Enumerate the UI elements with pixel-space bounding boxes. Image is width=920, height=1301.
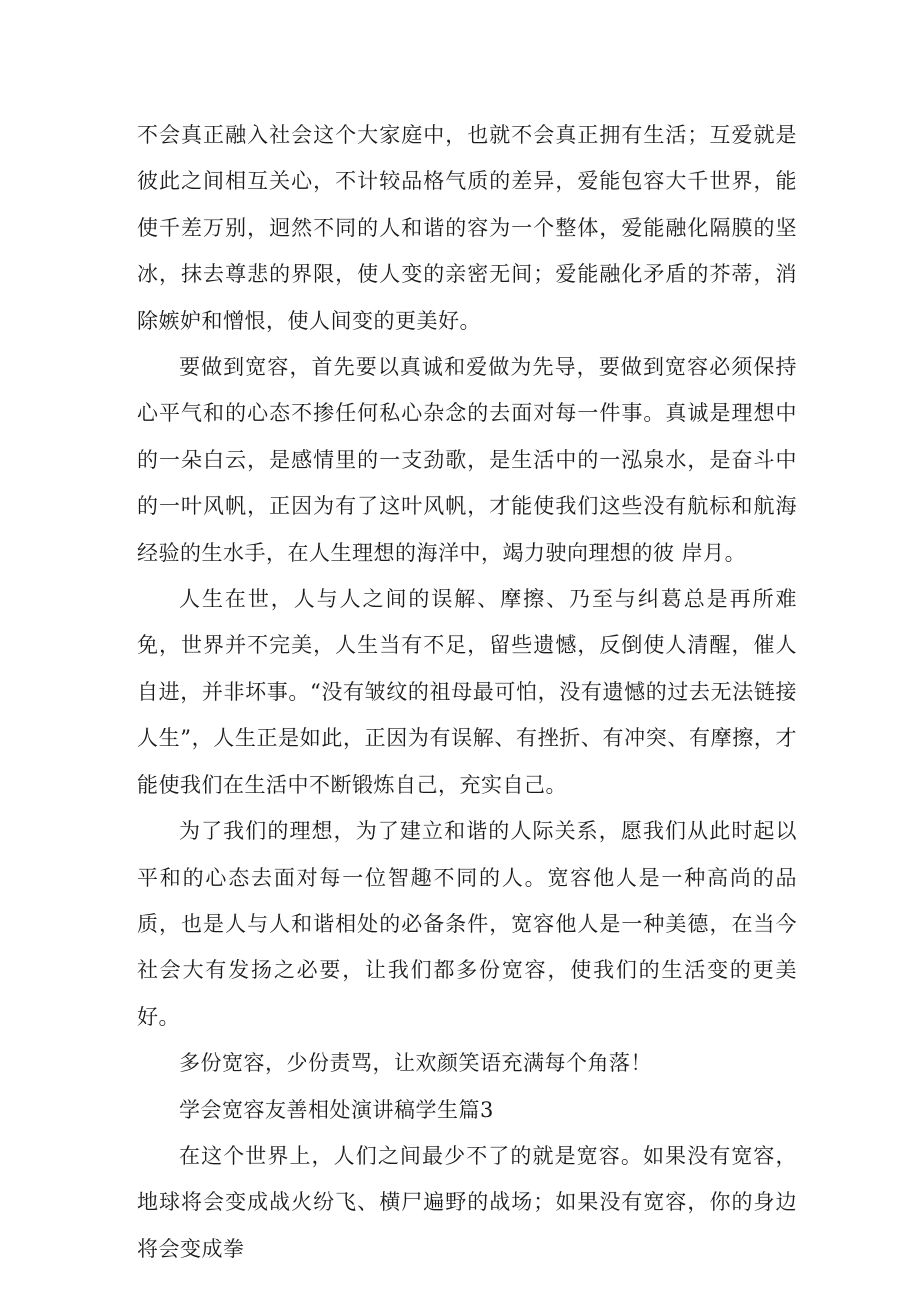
paragraph-2: 要做到宽容，首先要以真诚和爱做为先导，要做到宽容必须保持心平气和的心态不掺任何私心杂念的去面对每一件事。真诚是理想中的一朵白云，是感情里的一支劲歌，是生活中的一泓泉水，是奋斗中的一叶风帆，正因为有了这叶风帆，才能使我们这些没有航标和航海经验的生水手，在人生理想的海洋中，竭力驶向理想的彼 岸月。	[137, 355, 797, 565]
section-heading: 学会宽容友善相处演讲稿学生篇3	[179, 1097, 494, 1122]
paragraph-4: 为了我们的理想，为了建立和谐的人际关系，愿我们从此时起以平和的心态去面对每一位智趣不同的人。宽容他人是一种高尚的品质，也是人与人和谐相处的必备条件，宽容他人是一种美德，在当今社会大有发扬之必要，让我们都多份宽容，使我们的生活变的更美好。	[137, 819, 797, 1029]
paragraph-1: 不会真正融入社会这个大家庭中，也就不会真正拥有生活；互爱就是彼此之间相互关心，不计较品格气质的差异，爱能包容大千世界，能使千差万别，迥然不同的人和谐的容为一个整体，爱能融化隔膜的坚冰，抹去尊悲的界限，使人变的亲密无间；爱能融化矛盾的芥蒂，消除嫉妒和憎恨，使人间变的更美好。	[137, 123, 797, 333]
paragraph-6: 在这个世界上，人们之间最少不了的就是宽容。如果没有宽容，地球将会变成战火纷飞、横尸遍野的战场；如果没有宽容，你的身边将会变成拳	[137, 1143, 797, 1261]
document-body	[137, 112, 797, 1272]
paragraph-5: 多份宽容，少份责骂，让欢颜笑语充满每个角落！	[179, 1051, 652, 1076]
paragraph-3: 人生在世，人与人之间的误解、摩擦、乃至与纠葛总是再所难免，世界并不完美，人生当有不足，留些遗憾，反倒使人清醒，催人自进，并非坏事。“没有皱纹的祖母最可怕，没有遗憾的过去无法链接人生”，人生正是如此，正因为有误解、有挫折、有冲突、有摩擦，才能使我们在生活中不断锻炼自己，充实自己。	[137, 587, 797, 797]
